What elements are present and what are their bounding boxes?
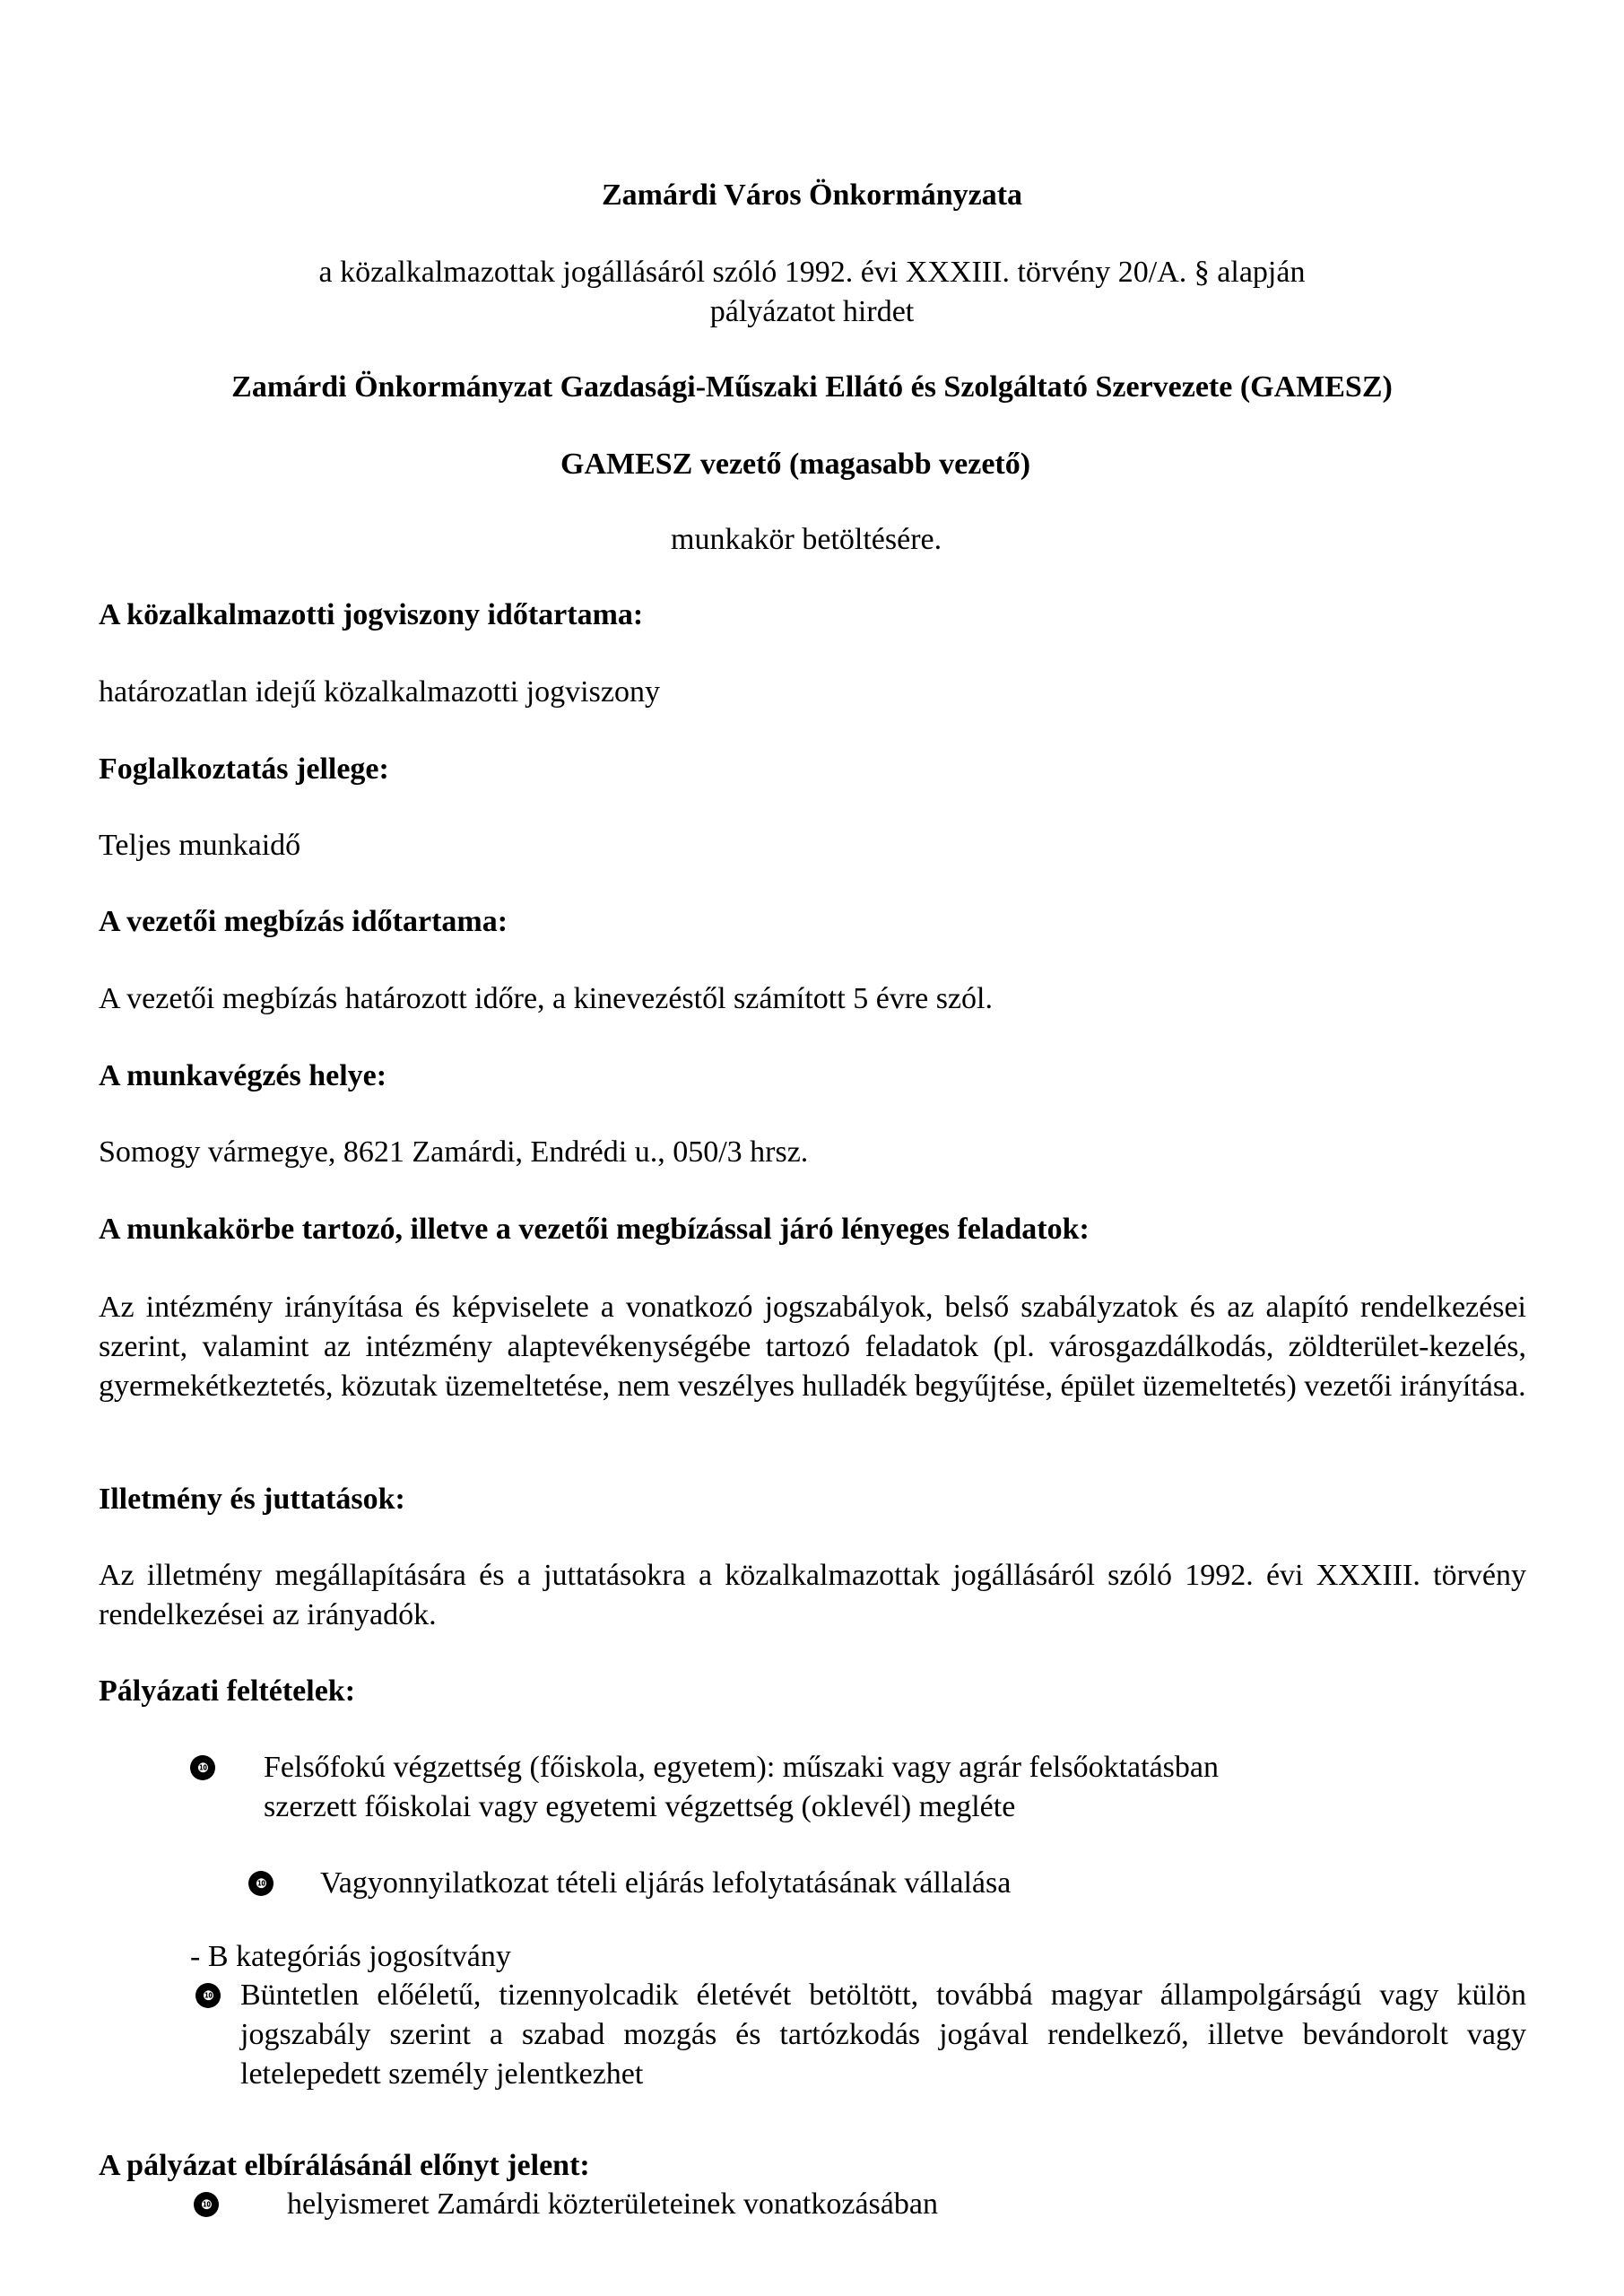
condition-item-text: Büntetlen előéletű, tizennyolcadik életévét betöltött, továbbá magyar állampolgárságú vagy külön jogszabály szerint a szabad mozgás és tartózkodás jogával rendelkező, illetve bevándorolt vagy letelepedett személy jelentkezhet: [240, 1979, 1526, 2091]
mandate-heading: A vezetői megbízás időtartama:: [99, 905, 508, 938]
legal-basis: [0, 253, 1624, 332]
condition-item-line: szerzett főiskolai vagy egyetemi végzettség (oklevél) megléte: [264, 1790, 1016, 1823]
salary-heading: Illetmény és juttatások:: [99, 1483, 405, 1516]
position-suffix: munkakör betöltésére.: [671, 523, 942, 556]
salary-text: Az illetmény megállapítására és a juttatásokra a közalkalmazottak jogállásáról szóló 1992. évi XXXIII. törvény rendelkezései az irányadók.: [99, 1559, 1526, 1631]
condition-item-line: Felsőfokú végzettség (főiskola, egyetem): műszaki vagy agrár felsőoktatásban: [264, 1751, 1219, 1784]
tasks-heading: A munkakörbe tartozó, illetve a vezetői megbízással járó lényeges feladatok:: [99, 1213, 1090, 1246]
issuer-title: Zamárdi Város Önkormányzata: [601, 178, 1023, 212]
circled-ten-bullet-icon: ❿: [190, 1755, 215, 1780]
circled-ten-bullet-icon: ❿: [195, 1983, 221, 2008]
location-text: Somogy vármegye, 8621 Zamárdi, Endrédi u., 050/3 hrsz.: [99, 1135, 809, 1169]
condition-item-text: [264, 1748, 1429, 1827]
condition-item-eligibility: [195, 1976, 1532, 2101]
location-heading: A munkavégzés helye:: [99, 1059, 387, 1092]
condition-item-driving-licence: - B kategóriás jogosítvány: [190, 1940, 511, 1973]
condition-item-text: Vagyonnyilatkozat tételi eljárás lefolytatásának vállalása: [320, 1866, 1012, 1900]
advantage-item-text: helyismeret Zamárdi közterületeinek vonatkozásában: [287, 2187, 938, 2221]
legal-basis-line: a közalkalmazottak jogállásáról szóló 1992. évi XXXIII. törvény 20/A. § alapján: [318, 256, 1306, 289]
condition-item-asset-declaration: [248, 1864, 1414, 1903]
organization-name: Zamárdi Önkormányzat Gazdasági-Műszaki Ellátó és Szolgáltató Szervezete (GAMESZ): [231, 370, 1393, 404]
conditions-heading: Pályázati feltételek:: [99, 1674, 356, 1708]
advantage-item: [194, 2185, 1359, 2224]
circled-ten-bullet-icon: ❿: [194, 2192, 219, 2217]
mandate-text: A vezetői megbízás határozott időre, a kinevezéstől számított 5 évre szól.: [99, 982, 993, 1015]
announcement-line: pályázatot hirdet: [709, 295, 915, 328]
condition-item-education: [190, 1748, 1446, 1829]
employment-heading: Foglalkoztatás jellege:: [99, 752, 389, 786]
duration-heading: A közalkalmazotti jogviszony időtartama:: [99, 598, 644, 631]
employment-text: Teljes munkaidő: [99, 829, 301, 862]
position-title: GAMESZ vezető (magasabb vezető): [560, 448, 1031, 481]
duration-text: határozatlan idejű közalkalmazotti jogviszony: [99, 675, 660, 709]
advantage-heading: A pályázat elbírálásánál előnyt jelent:: [99, 2149, 590, 2182]
tasks-text: Az intézmény irányítása és képviselete a vonatkozó jogszabályok, belső szabályzatok és az alapító rendelkezései szerint, valamint az intézmény alaptevékenységébe tartozó feladatok (pl. városgazdálkodás, zöldterület-kezelés, gyermekétkeztetés, közutak üzemeltetése, nem veszélyes hulladék begyűjtése, épület üzemeltetés) vezetői irányítása.: [99, 1291, 1526, 1403]
circled-ten-bullet-icon: ❿: [248, 1871, 274, 1896]
